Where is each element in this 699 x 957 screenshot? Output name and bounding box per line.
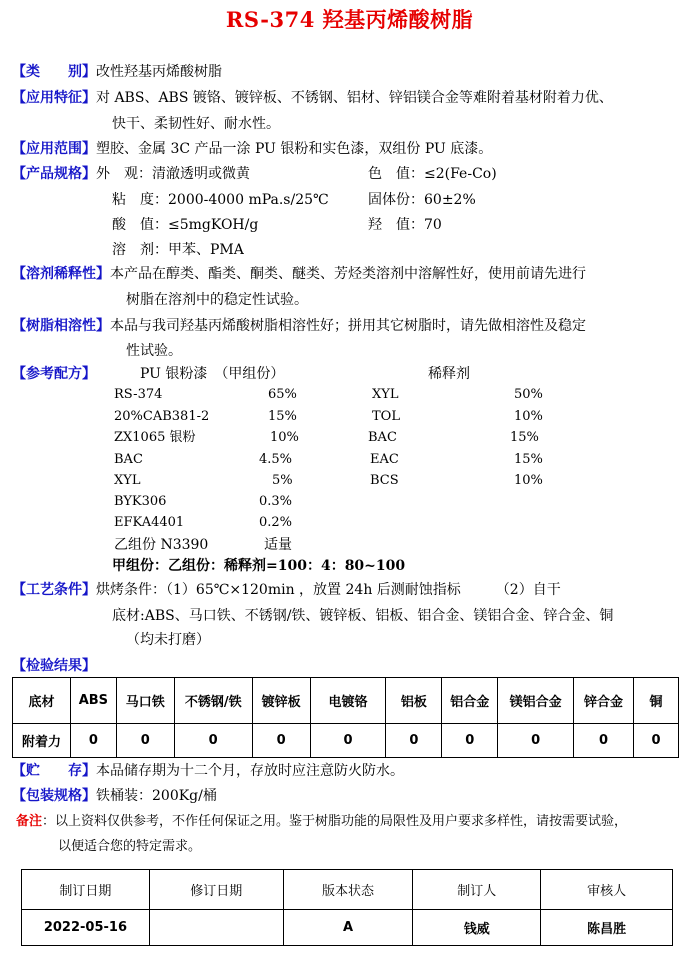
features-label: 【应用特征】 (12, 90, 96, 106)
scope-value: 塑胶、金属 3C 产品一涂 PU 银粉和实色漆，双组份 PU 底漆。 (96, 141, 493, 157)
formula-right-header: 稀释剂 (428, 366, 470, 382)
revision-header-row (22, 870, 673, 910)
inspection-value-cell: 0 (498, 724, 574, 758)
revision-value-cell: A (283, 910, 413, 946)
revision-value-cell: 钱威 (413, 910, 541, 946)
revision-header-cell: 制订人 (413, 870, 541, 910)
note-label: 备注 (16, 814, 43, 829)
formula-right-name: EAC (370, 452, 399, 467)
revision-header-cell: 审核人 (541, 870, 673, 910)
formula-left-value: 15% (268, 409, 297, 424)
revision-table (21, 869, 673, 946)
category-value: 改性羟基丙烯酸树脂 (96, 64, 222, 80)
features-line1: 对 ABS、ABS 镀铬、镀锌板、不锈钢、铝材、锌铝镁合金等难附着基材附着力优、 (96, 90, 613, 106)
inspection-header-cell: 铝板 (386, 678, 442, 724)
dilution-line2: 树脂在溶剂中的稳定性试验。 (126, 292, 308, 308)
inspection-table (12, 677, 679, 758)
formula-row (12, 364, 96, 384)
revision-value-row (22, 910, 673, 946)
inspection-header-cell: 锌合金 (574, 678, 634, 724)
revision-header-cell: 制订日期 (22, 870, 150, 910)
process-row (12, 580, 561, 600)
formula-left-value: 0.3% (259, 494, 293, 509)
category-row (12, 62, 222, 82)
document-title: RS-374 羟基丙烯酸树脂 (225, 7, 474, 32)
packaging-row (12, 786, 217, 806)
process-line3: （均未打磨） (126, 632, 210, 648)
compat-line2: 性试验。 (126, 343, 182, 359)
formula-right-value: 50% (514, 387, 543, 402)
note-line1: ：以上资料仅供参考，不作任何保证之用。鉴于树脂功能的局限性及用户要求多样性，请按需要试验， (42, 814, 628, 829)
inspection-value-cell: 0 (116, 724, 174, 758)
inspection-header-cell: 底材 (13, 678, 71, 724)
inspection-header-cell: 马口铁 (116, 678, 174, 724)
packaging-value: 铁桶装：200Kg/桶 (96, 788, 217, 804)
scope-label: 【应用范围】 (12, 141, 96, 157)
inspection-header-row (13, 678, 679, 724)
formula-right-name: BCS (370, 473, 399, 488)
specs-color: 色 值：≤2(Fe-Co) (368, 166, 497, 182)
formula-right-value: 15% (514, 452, 543, 467)
revision-header-cell: 修订日期 (149, 870, 283, 910)
storage-row (12, 761, 404, 781)
specs-row (12, 164, 250, 184)
revision-value-cell: 陈昌胜 (541, 910, 673, 946)
inspection-value-cell: 0 (310, 724, 386, 758)
features-line2: 快干、柔韧性好、耐水性。 (112, 116, 280, 132)
revision-value-cell (149, 910, 283, 946)
inspection-value-cell: 0 (386, 724, 442, 758)
compat-label: 【树脂相溶性】 (12, 318, 110, 334)
formula-right-value: 10% (514, 409, 543, 424)
formula-left-name: ZX1065 银粉 (114, 430, 196, 445)
formula-right-name: BAC (368, 430, 397, 445)
formula-right-name: TOL (372, 409, 400, 424)
revision-value-cell: 2022-05-16 (22, 910, 150, 946)
specs-acid: 酸 值：≤5mgKOH/g (112, 217, 259, 233)
formula-left-value: 适量 (264, 537, 292, 553)
inspection-row (12, 656, 96, 676)
formula-left-name: BAC (114, 452, 143, 467)
dilution-row (12, 264, 586, 284)
inspection-header-cell: 铜 (633, 678, 678, 724)
formula-left-name: BYK306 (114, 494, 167, 509)
inspection-header-cell: 不锈钢/铁 (174, 678, 252, 724)
formula-left-value: 0.2% (259, 515, 293, 530)
note-row (16, 812, 627, 832)
specs-solvent: 溶 剂：甲苯、PMA (112, 242, 244, 258)
specs-appearance: 外 观：清澈透明或微黄 (96, 166, 250, 182)
inspection-header-cell: ABS (70, 678, 116, 724)
formula-left-name: XYL (114, 473, 141, 488)
formula-right-name: XYL (372, 387, 399, 402)
inspection-value-cell: 0 (174, 724, 252, 758)
process-label: 【工艺条件】 (12, 582, 96, 598)
category-label: 【类 别】 (12, 64, 96, 80)
specs-label: 【产品规格】 (12, 166, 96, 182)
formula-left-value: 65% (268, 387, 297, 402)
formula-ratio: 甲组份：乙组份：稀释剂=100：4：80~100 (112, 558, 406, 574)
inspection-value-cell: 附着力 (13, 724, 71, 758)
compat-row (12, 316, 586, 336)
inspection-value-cell: 0 (633, 724, 678, 758)
inspection-header-cell: 镁铝合金 (498, 678, 574, 724)
dilution-label: 【溶剂稀释性】 (12, 266, 110, 282)
inspection-header-cell: 镀锌板 (252, 678, 310, 724)
inspection-value-cell: 0 (252, 724, 310, 758)
specs-viscosity: 粘 度：2000-4000 mPa.s/25℃ (112, 192, 329, 208)
formula-right-value: 15% (510, 430, 539, 445)
scope-row (12, 139, 492, 159)
revision-header-cell: 版本状态 (283, 870, 413, 910)
process-line2: 底材:ABS、马口铁、不锈钢/铁、镀锌板、铝板、铝合金、镁铝合金、锌合金、铜 (112, 608, 614, 624)
storage-label: 【贮 存】 (12, 763, 96, 779)
formula-left-name: 20%CAB381-2 (114, 409, 210, 424)
formula-right-value: 10% (514, 473, 543, 488)
dilution-line1: 本产品在醇类、酯类、酮类、醚类、芳烃类溶剂中溶解性好，使用前请先进行 (110, 266, 586, 282)
specs-solid: 固体份：60±2% (368, 192, 476, 208)
storage-value: 本品储存期为十二个月，存放时应注意防火防水。 (96, 763, 404, 779)
specs-hydroxyl: 羟 值：70 (368, 217, 442, 233)
formula-left-name: 乙组份 N3390 (114, 537, 209, 553)
note-line2: 以便适合您的特定需求。 (58, 839, 202, 854)
formula-left-name: RS-374 (114, 387, 163, 402)
formula-left-value: 10% (270, 430, 299, 445)
compat-line1: 本品与我司羟基丙烯酸树脂相溶性好；拼用其它树脂时，请先做相溶性及稳定 (110, 318, 586, 334)
inspection-label: 【检验结果】 (12, 658, 96, 674)
inspection-value-row (13, 724, 679, 758)
process-line1: 烘烤条件：（1）65℃×120min ，放置 24h 后测耐蚀指标 （2）自干 (96, 582, 561, 598)
inspection-value-cell: 0 (442, 724, 498, 758)
inspection-header-cell: 电镀铬 (310, 678, 386, 724)
inspection-header-cell: 铝合金 (442, 678, 498, 724)
inspection-value-cell: 0 (70, 724, 116, 758)
inspection-value-cell: 0 (574, 724, 634, 758)
packaging-label: 【包装规格】 (12, 788, 96, 804)
formula-left-header: PU 银粉漆 （甲组份） (140, 366, 285, 382)
formula-left-value: 4.5% (259, 452, 293, 467)
formula-left-value: 5% (272, 473, 293, 488)
features-row (12, 88, 613, 108)
formula-label: 【参考配方】 (12, 366, 96, 382)
formula-left-name: EFKA4401 (114, 515, 185, 530)
